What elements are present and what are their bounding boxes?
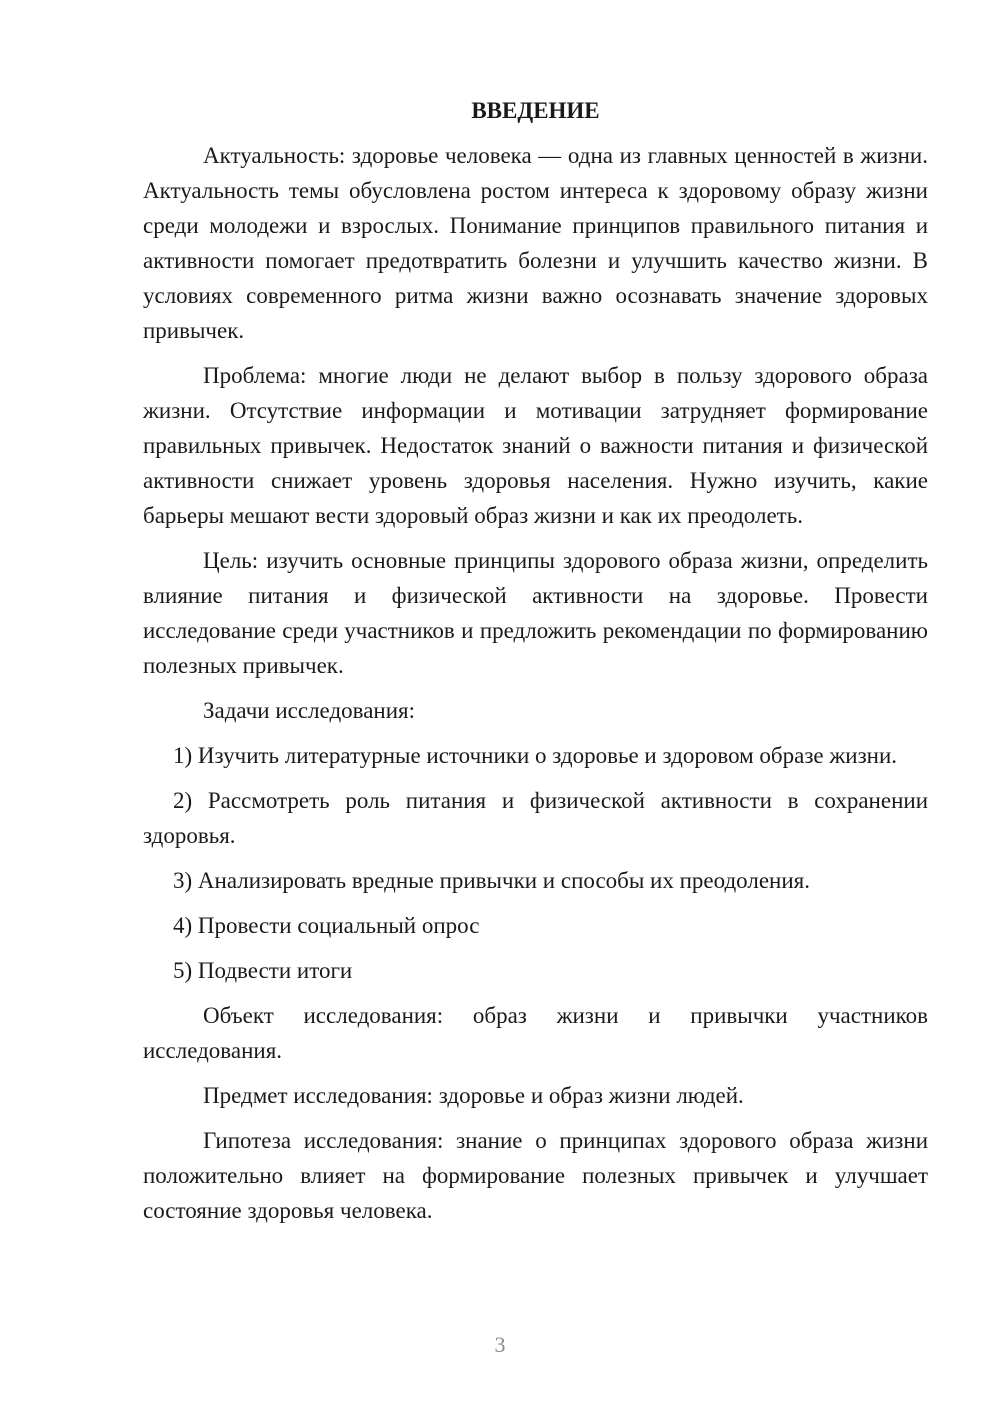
- paragraph-goal: Цель: изучить основные принципы здорового образа жизни, определить влияние питания и физической активности на здоровье. Провести исследование среди участников и предложить рекомендации по формированию полезных привычек.: [143, 548, 928, 678]
- paragraph-object: Объект исследования: образ жизни и привычки участников исследования.: [143, 1003, 928, 1063]
- page-number: 3: [494, 1332, 506, 1357]
- paragraph-subject: Предмет исследования: здоровье и образ жизни людей.: [203, 1083, 744, 1108]
- task-item-3: 3) Анализировать вредные привычки и способы их преодоления.: [173, 868, 811, 893]
- tasks-heading: Задачи исследования:: [203, 698, 416, 723]
- paragraph-relevance: Актуальность: здоровье человека — одна из главных ценностей в жизни. Актуальность темы обусловлена ростом интереса к здоровому образу жизни среди молодежи и взрослых. Понимание принципов правильного питания и активности помогает предотвратить болезни и улучшить качество жизни. В условиях современного ритма жизни важно осознавать значение здоровых привычек.: [143, 143, 928, 343]
- task-item-5: 5) Подвести итоги: [173, 958, 353, 983]
- task-item-1: 1) Изучить литературные источники о здоровье и здоровом образе жизни.: [173, 743, 898, 768]
- page-content: [143, 93, 928, 1238]
- paragraph-hypothesis: Гипотеза исследования: знание о принципах здорового образа жизни положительно влияет на формирование полезных привычек и улучшает состояние здоровья человека.: [143, 1128, 928, 1223]
- page-title: ВВЕДЕНИЕ: [471, 98, 600, 123]
- task-item-2: 2) Рассмотреть роль питания и физической активности в сохранении здоровья.: [143, 788, 928, 848]
- task-item-4: 4) Провести социальный опрос: [173, 913, 480, 938]
- paragraph-problem: Проблема: многие люди не делают выбор в пользу здорового образа жизни. Отсутствие информации и мотивации затрудняет формирование правильных привычек. Недостаток знаний о важности питания и физической активности снижает уровень здоровья населения. Нужно изучить, какие барьеры мешают вести здоровый образ жизни и как их преодолеть.: [143, 363, 928, 528]
